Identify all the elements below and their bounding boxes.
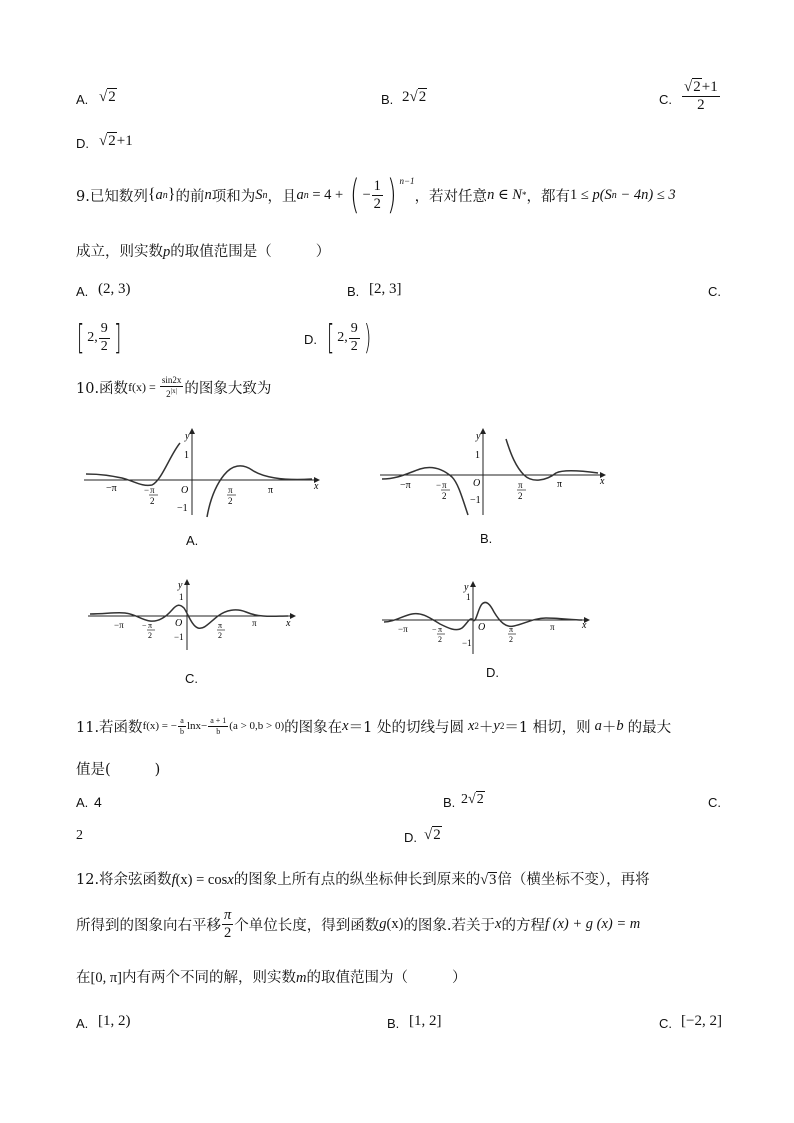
q9-option-b-value: [2, 3] bbox=[369, 281, 402, 297]
tick-half-pi-den: 2 bbox=[228, 496, 233, 506]
tick-half-pi-den: 2 bbox=[518, 491, 523, 501]
curve-right bbox=[207, 466, 312, 517]
tick-pi: π bbox=[550, 622, 555, 632]
origin-label: O bbox=[473, 478, 481, 489]
tick-1: 1 bbox=[475, 450, 480, 461]
q12-stem-line3: 在[0, π]内有两个不同的解，则实数m的取值范围为（ ） bbox=[76, 970, 467, 986]
x-label: x bbox=[582, 620, 587, 631]
y-label: y bbox=[476, 431, 481, 442]
q10-graph-d bbox=[378, 578, 600, 658]
q12-option-c-value: [−2, 2] bbox=[681, 1013, 722, 1029]
tick-neg-half-pi-den: 2 bbox=[148, 631, 152, 640]
tick-1: 1 bbox=[466, 592, 471, 602]
q11-option-d-value: √2 bbox=[424, 827, 441, 843]
tick-half-pi-den: 2 bbox=[509, 635, 513, 644]
tick-neg-half-pi-minus: − bbox=[144, 485, 150, 495]
tick-neg-pi: −π bbox=[400, 480, 411, 491]
curve-right bbox=[506, 439, 598, 480]
y-axis-arrow-icon bbox=[184, 579, 190, 585]
q12-option-b-label: B. bbox=[387, 1016, 400, 1031]
origin-label: O bbox=[478, 622, 486, 633]
q11-option-a-label: A. bbox=[76, 795, 89, 810]
tick-1: 1 bbox=[184, 450, 189, 461]
q8-option-d-value: √2+1 bbox=[99, 133, 133, 149]
q9-option-a-label: A. bbox=[76, 284, 89, 299]
q9-stem-line1: 9.已知数列 { a n } 的前 n 项和为 S n ，且 a n = 4 + ( − $\frac{1}{2}$ ) $^{n-1}$ ，若对任意 n ∈ N * ，都有 1 ≤ p (S n − 4n) ≤ 3 bbox=[76, 172, 676, 218]
q11-option-a-value: 4 bbox=[94, 794, 102, 810]
y-label: y bbox=[464, 582, 469, 593]
q11-stem-line1: 11.若函数 f(x) = − $\frac{a}{b}$ lnx− $\frac{a + 1}{b}$ (a > 0,b > 0) 的图象在 x ＝1 处的切线与圆 x 2 ＋ y 2 ＝1 相切，则 a ＋ b 的最大 bbox=[76, 716, 672, 736]
tick-neg-half-pi-minus: − bbox=[142, 621, 147, 630]
tick-neg-pi: −π bbox=[398, 624, 408, 634]
q8-option-d-label: D. bbox=[76, 136, 89, 151]
tick-neg-half-pi-num: π bbox=[150, 485, 155, 495]
y-label: y bbox=[185, 431, 190, 442]
q9-option-c-value: [ 2, $\frac{9}{2}$ ] bbox=[76, 318, 122, 358]
q8-option-c-value: $\frac{√2+1}{2}$ bbox=[684, 79, 718, 114]
q10-graph-b bbox=[378, 425, 608, 520]
q8-option-a-label: A. bbox=[76, 92, 89, 107]
q12-option-c-label: C. bbox=[659, 1016, 672, 1031]
x-label: x bbox=[314, 481, 319, 492]
tick-neg-half-pi-num: π bbox=[148, 621, 153, 630]
q8-option-b-value: 2√2 bbox=[402, 89, 427, 105]
tick-neg-pi: −π bbox=[114, 620, 124, 630]
q9-option-d-label: D. bbox=[304, 332, 317, 347]
q8-option-a-value: √2 bbox=[99, 89, 116, 105]
q10-graph-c bbox=[80, 578, 302, 658]
q9-option-d-value: [ 2, $\frac{9}{2}$ ) bbox=[326, 318, 372, 358]
tick-neg1: −1 bbox=[470, 495, 481, 506]
q11-stem-line2: 值是( ) bbox=[76, 762, 161, 778]
q10-option-d-label: D. bbox=[486, 665, 499, 680]
tick-pi: π bbox=[252, 618, 257, 628]
q11-option-b-label: B. bbox=[443, 795, 456, 810]
tick-neg-half-pi-num: π bbox=[438, 625, 443, 634]
tick-half-pi-den: 2 bbox=[218, 631, 222, 640]
tick-half-pi-num: π bbox=[228, 485, 233, 495]
q9-stem-line2: 成立，则实数p的取值范围是（ ） bbox=[76, 244, 331, 260]
origin-label: O bbox=[175, 618, 183, 629]
tick-neg1: −1 bbox=[177, 503, 188, 514]
tick-half-pi-num: π bbox=[509, 625, 514, 634]
x-label: x bbox=[600, 476, 605, 487]
tick-neg-half-pi-den: 2 bbox=[438, 635, 442, 644]
q11-option-c-label: C. bbox=[708, 795, 721, 810]
curve-left bbox=[86, 443, 180, 485]
q12-option-a-value: [1, 2) bbox=[98, 1013, 131, 1029]
q10-stem: 10.函数 f(x) = $\frac{\sin 2x}{2^{|x|}}$ 的图象大致为 bbox=[76, 375, 272, 399]
origin-label: O bbox=[181, 485, 189, 496]
tick-neg-pi: −π bbox=[106, 483, 117, 494]
tick-neg-half-pi-den: 2 bbox=[442, 491, 447, 501]
x-axis-arrow-icon bbox=[290, 613, 296, 619]
tick-half-pi-num: π bbox=[518, 480, 523, 490]
tick-1: 1 bbox=[179, 592, 184, 602]
tick-neg1: −1 bbox=[174, 632, 184, 642]
q8-option-b-label: B. bbox=[381, 92, 394, 107]
q8-option-c-label: C. bbox=[659, 92, 672, 107]
tick-neg-half-pi-minus: − bbox=[436, 480, 442, 490]
y-label: y bbox=[178, 580, 183, 591]
q12-option-b-value: [1, 2] bbox=[409, 1013, 442, 1029]
tick-neg-half-pi-num: π bbox=[442, 480, 447, 490]
q11-option-c-value: 2 bbox=[76, 828, 83, 843]
q12-stem-line2: 所得到的图象向右平移 $\frac{\pi}{2}$ 个单位长度，得到函数 g (x) 的图象.若关于 x 的方程 f (x) + g (x) = m bbox=[76, 906, 641, 941]
q9-option-c-label: C. bbox=[708, 284, 721, 299]
tick-neg-half-pi-minus: − bbox=[432, 625, 437, 634]
y-axis-arrow-icon bbox=[189, 428, 195, 434]
q10-option-a-label: A. bbox=[186, 533, 199, 548]
tick-half-pi-num: π bbox=[218, 621, 223, 630]
tick-pi: π bbox=[557, 479, 563, 490]
y-axis-arrow-icon bbox=[470, 581, 476, 587]
q10-option-c-label: C. bbox=[185, 671, 198, 686]
q12-stem-line1: 12.将余弦函数f(x) = cosx的图象上所有点的纵坐标伸长到原来的√3倍（横坐标不变），再将 bbox=[76, 872, 650, 888]
q9-option-a-value: (2, 3) bbox=[98, 281, 131, 297]
tick-pi: π bbox=[268, 485, 274, 496]
q11-option-d-label: D. bbox=[404, 830, 417, 845]
tick-neg1: −1 bbox=[462, 638, 472, 648]
q9-option-b-label: B. bbox=[347, 284, 360, 299]
y-axis-arrow-icon bbox=[480, 428, 486, 434]
tick-neg-half-pi-den: 2 bbox=[150, 496, 155, 506]
q10-option-b-label: B. bbox=[480, 531, 493, 546]
q10-graph-a bbox=[82, 425, 322, 520]
q11-option-b-value: 2√2 bbox=[461, 792, 484, 807]
q12-option-a-label: A. bbox=[76, 1016, 89, 1031]
x-label: x bbox=[286, 618, 291, 629]
